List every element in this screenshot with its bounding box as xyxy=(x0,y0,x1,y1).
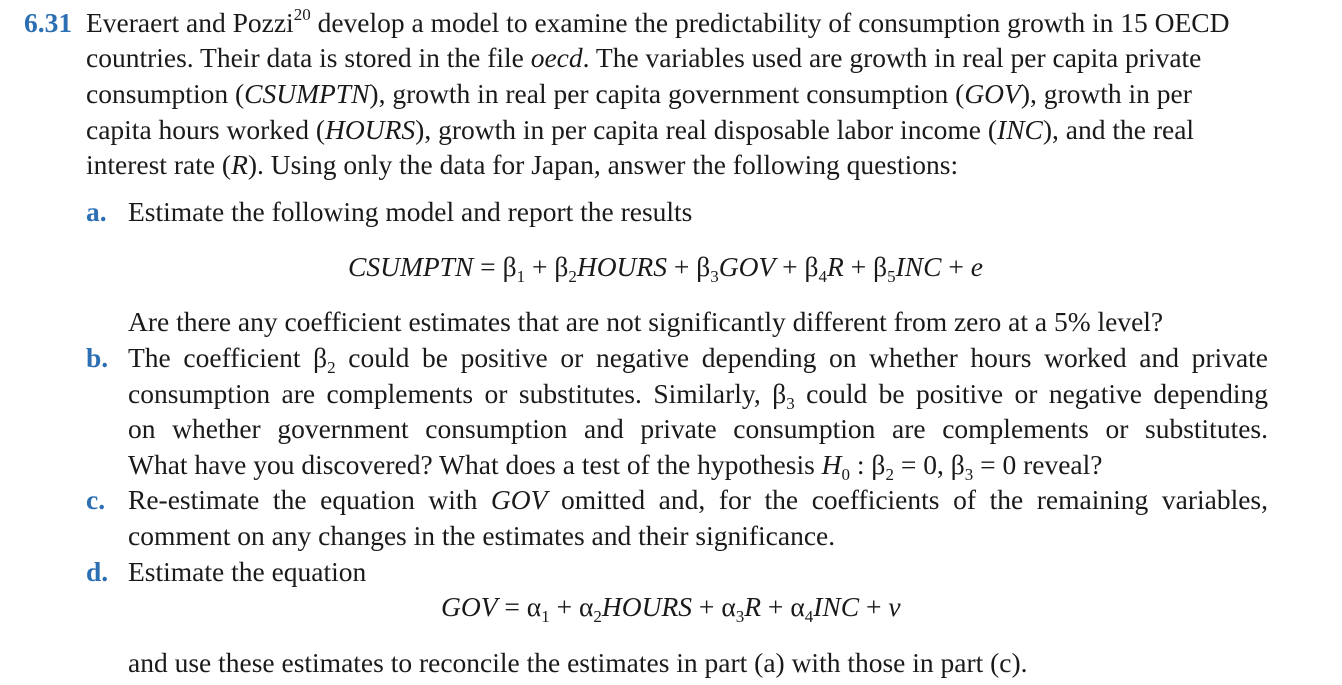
eq1-beta2: β xyxy=(554,251,569,282)
intro-text-3a: consumption ( xyxy=(86,78,245,109)
part-b-line-2 xyxy=(128,376,1268,412)
eq1-beta5: β xyxy=(873,251,888,282)
intro-text-3c: ), growth in per xyxy=(1020,78,1192,109)
intro-line-2 xyxy=(86,40,1201,76)
eq1-plus: + xyxy=(666,251,697,282)
intro-line-1 xyxy=(86,5,1229,41)
eq1-sub3: 3 xyxy=(710,267,719,286)
intro-text-1: develop a model to examine the predictability of consumption growth in 15 OECD xyxy=(310,7,1230,38)
var-csumptn: CSUMPTN xyxy=(244,78,370,109)
part-d-followup: and use these estimates to reconcile the estimates in part (a) with those in part (c). xyxy=(128,647,1028,678)
hypothesis-sub0: 0 xyxy=(841,465,851,484)
hypothesis-sub2: 2 xyxy=(885,465,894,484)
eq1-beta3: β xyxy=(696,251,711,282)
eq2-r: R xyxy=(744,591,762,622)
eq2-equals: = xyxy=(497,591,527,622)
intro-line-3 xyxy=(86,76,1192,112)
part-b-text-3: on whether government consumption and private consumption are complements or substitutes. xyxy=(128,413,1268,444)
eq2-alpha2: α xyxy=(578,591,594,622)
eq1-sub2: 2 xyxy=(568,267,577,286)
eq1-lhs: CSUMPTN xyxy=(348,251,474,282)
eq1-inc: INC xyxy=(895,251,942,282)
footnote-ref: 20 xyxy=(293,5,311,24)
intro-author-text: Everaert and Pozzi xyxy=(86,7,294,38)
eq1-sub5: 5 xyxy=(887,267,896,286)
intro-text-4b: ), growth in per capita real disposable labor income ( xyxy=(415,114,998,145)
part-a-text: Estimate the following model and report the results xyxy=(128,196,693,227)
eq2-plus: + xyxy=(761,591,791,622)
part-d-text: Estimate the equation xyxy=(128,556,367,587)
part-c-text-1a: Re-estimate the equation with xyxy=(128,484,491,515)
eq1-sub4: 4 xyxy=(818,267,828,286)
var-inc: INC xyxy=(997,114,1043,145)
eq2-sub3: 3 xyxy=(735,607,745,626)
intro-text-5b: ). Using only the data for Japan, answer the following questions: xyxy=(247,149,959,180)
part-b-label: b. xyxy=(86,342,109,373)
part-b-text-1a: The coefficient β xyxy=(128,342,328,373)
var-hours: HOURS xyxy=(325,114,416,145)
eq1-error: e xyxy=(970,251,983,282)
intro-text-2b: . The variables used are growth in real per capita private xyxy=(582,42,1202,73)
intro-text-2a: countries. Their data is stored in the file xyxy=(86,42,531,73)
part-b-line-4 xyxy=(128,447,1102,483)
intro-text-3b: ), growth in real per capita government consumption ( xyxy=(369,78,965,109)
eq1-beta1: β xyxy=(502,251,517,282)
part-b-text-2a: consumption are complements or substitutes. Similarly, β xyxy=(128,378,787,409)
part-b-text-4d: = 0, β xyxy=(893,449,965,480)
var-r: R xyxy=(231,149,248,180)
part-c-label: c. xyxy=(86,484,106,515)
var-gov: GOV xyxy=(964,78,1021,109)
part-b-sub2: 2 xyxy=(327,358,336,377)
part-c-var-gov: GOV xyxy=(490,484,548,515)
part-b-text-4e: = 0 reveal? xyxy=(973,449,1103,480)
part-b-text-4a: What have you discovered? What does a test of the hypothesis xyxy=(128,449,822,480)
eq2-sub2: 2 xyxy=(593,607,602,626)
eq2-sub4: 4 xyxy=(804,607,814,626)
part-c-text-1b: omitted and, for the coefficients of the remaining variables, xyxy=(547,484,1269,515)
equation-1 xyxy=(348,249,983,285)
part-b-line-1 xyxy=(128,340,1268,376)
equation-2 xyxy=(441,589,901,625)
intro-text-4c: ), and the real xyxy=(1042,114,1195,145)
eq1-beta4: β xyxy=(804,251,819,282)
eq2-alpha3: α xyxy=(721,591,736,622)
eq1-r: R xyxy=(827,251,844,282)
eq2-plus: + xyxy=(859,591,889,622)
eq2-error: v xyxy=(888,591,901,622)
part-c-line-1 xyxy=(128,482,1268,518)
eq1-hours: HOURS xyxy=(576,251,667,282)
part-a-question: Are there any coefficient estimates that are not significantly different from zero at a 5% level? xyxy=(128,306,1164,337)
part-b-text-2b: could be positive or negative depending xyxy=(794,378,1268,409)
eq1-plus: + xyxy=(775,251,805,282)
eq1-sub1: 1 xyxy=(516,267,526,286)
eq2-inc: INC xyxy=(813,591,860,622)
eq1-gov: GOV xyxy=(718,251,776,282)
eq2-plus: + xyxy=(549,591,579,622)
hypothesis-sub3: 3 xyxy=(964,465,974,484)
eq1-equals: = xyxy=(473,251,503,282)
eq2-plus: + xyxy=(692,591,722,622)
part-a-label: a. xyxy=(86,196,107,227)
problem-number: 6.31 xyxy=(24,7,73,38)
eq2-alpha4: α xyxy=(790,591,805,622)
eq1-plus: + xyxy=(843,251,874,282)
part-b-sub3: 3 xyxy=(786,394,795,413)
eq2-sub1: 1 xyxy=(541,607,550,626)
eq1-plus: + xyxy=(525,251,555,282)
part-b-line-3 xyxy=(128,411,1268,447)
eq1-plus: + xyxy=(941,251,971,282)
part-c-line-2: comment on any changes in the estimates and their significance. xyxy=(128,520,836,551)
eq2-alpha1: α xyxy=(526,591,542,622)
part-b-text-1b: could be positive or negative depending on whether hours worked and private xyxy=(335,342,1269,373)
eq2-hours: HOURS xyxy=(601,591,693,622)
hypothesis-h: H xyxy=(821,449,842,480)
part-d-label: d. xyxy=(86,556,109,587)
part-b-text-4c: : β xyxy=(850,449,886,480)
data-file-name: oecd xyxy=(530,42,583,73)
eq2-lhs: GOV xyxy=(441,591,498,622)
intro-text-5a: interest rate ( xyxy=(86,149,232,180)
intro-line-4 xyxy=(86,112,1194,148)
intro-line-5 xyxy=(86,147,958,183)
intro-text-4a: capita hours worked ( xyxy=(86,114,326,145)
